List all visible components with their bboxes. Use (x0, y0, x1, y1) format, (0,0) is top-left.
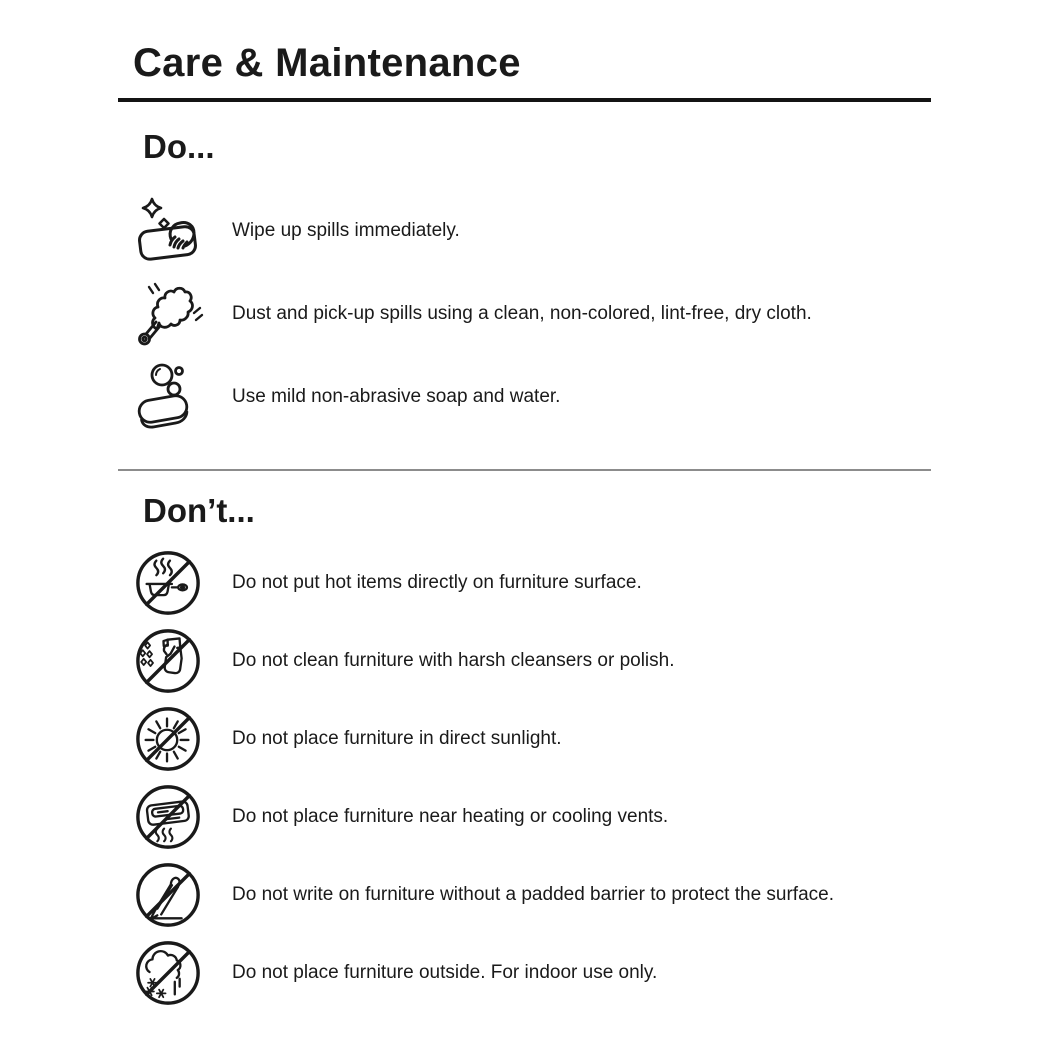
do-item-wipe (118, 196, 931, 266)
dont-item-text: Do not write on furniture without a padded barrier to protect the surface. (232, 883, 834, 905)
do-item-text: Use mild non-abrasive soap and water. (232, 386, 561, 408)
no-outdoor-weather-icon (134, 939, 202, 1007)
title-divider (118, 98, 931, 102)
dont-item-text: Do not clean furniture with harsh cleansers or polish. (232, 649, 675, 671)
dont-section (118, 493, 931, 1006)
no-sunlight-icon (134, 705, 202, 773)
no-spray-bottle-icon (134, 627, 202, 695)
dont-heading: Don’t... (143, 492, 255, 530)
dont-item-text: Do not place furniture in direct sunlight. (232, 727, 562, 749)
dont-item-text: Do not put hot items directly on furniture surface. (232, 571, 642, 593)
dont-item-outdoor (118, 939, 931, 1007)
page-title: Care & Maintenance (133, 41, 521, 85)
do-section (118, 129, 931, 432)
soap-bubbles-icon (135, 362, 205, 432)
feather-duster-icon (135, 279, 205, 349)
do-item-text: Dust and pick-up spills using a clean, non-colored, lint-free, dry cloth. (232, 303, 812, 325)
do-heading: Do... (143, 128, 215, 165)
do-item-soap (118, 362, 931, 432)
no-pen-icon (134, 861, 202, 929)
dont-item-sunlight (118, 705, 931, 773)
no-hot-pan-icon (134, 549, 202, 617)
dont-item-hot (118, 549, 931, 617)
dont-item-text: Do not place furniture near heating or cooling vents. (232, 805, 669, 827)
do-item-text: Wipe up spills immediately. (232, 220, 460, 242)
do-item-dust (118, 279, 931, 349)
dont-item-text: Do not place furniture outside. For indoor use only. (232, 961, 658, 983)
dont-item-writing (118, 861, 931, 929)
section-divider (118, 469, 931, 471)
no-vent-icon (134, 783, 202, 851)
dont-item-vents (118, 783, 931, 851)
dont-item-cleansers (118, 627, 931, 695)
wipe-hand-sparkle-icon (135, 196, 205, 266)
